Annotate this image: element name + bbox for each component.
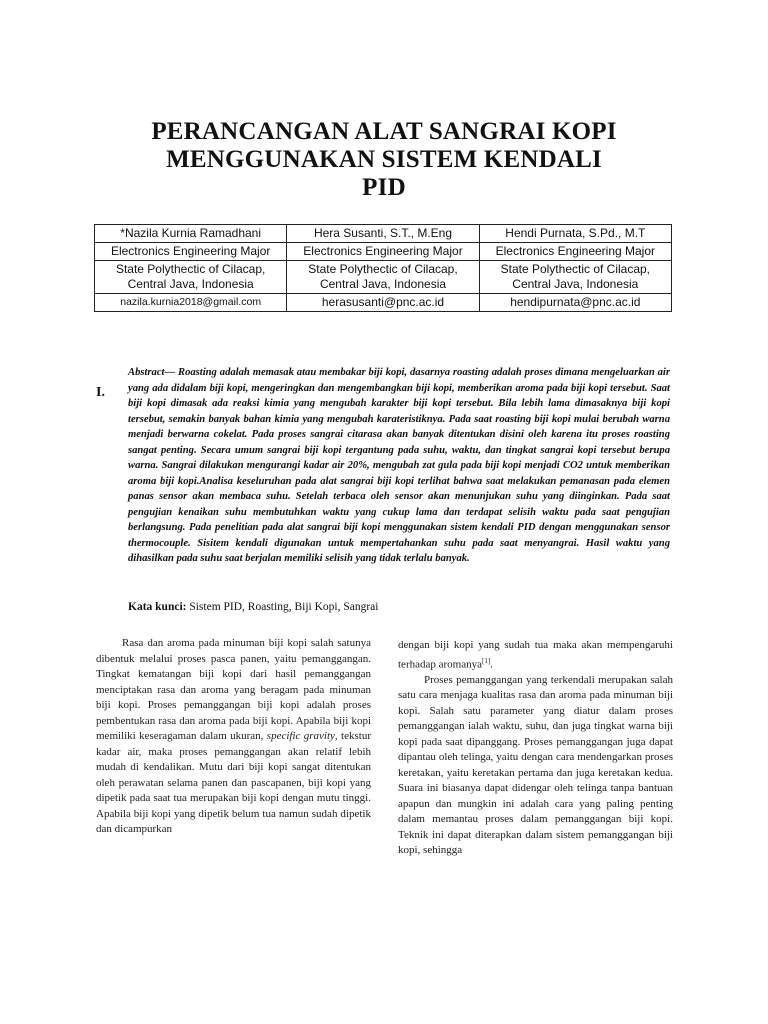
paper-title: [120, 118, 648, 202]
author-name: Hendi Purnata, S.Pd., M.T: [479, 225, 671, 243]
author-name: Hera Susanti, S.T., M.Eng: [287, 225, 479, 243]
section-number: I.: [96, 385, 105, 400]
author-table: [94, 224, 672, 312]
author-email: herasusanti@pnc.ac.id: [287, 294, 479, 312]
body-text: Rasa dan aroma pada minuman biji kopi salah satunya dibentuk melalui proses pasca panen, yaitu pemanggangan. Tingkat kematangan biji kopi dari hasil pemanggangan menciptakan rasa dan aroma yang beragam pada minuman biji kopi. Proses pemanggangan biji kopi adalah proses pembentukan rasa dan aroma pada biji kopi. Apabila biji kopi memiliki keseragaman dalam ukuran,: [96, 637, 371, 742]
body-paragraph: [398, 638, 673, 673]
author-email-row: [95, 294, 672, 312]
keywords-label: Kata kunci:: [128, 601, 187, 613]
keywords: [128, 600, 668, 615]
title-line-2: MENGGUNAKAN SISTEM KENDALI: [166, 146, 602, 173]
author-institution-row: [95, 261, 672, 294]
author-institution: State Polythectic of Cilacap, Central Java, Indonesia: [287, 261, 479, 294]
body-text: , tekstur kadar air, maka proses pemanggangan akan relatif lebih mudah di kendalikan. Mutu dari biji kopi sangat ditentukan oleh perawatan selama panen dan pascapanen, biji kopi yang dipetik pada saat tua merupakan biji kopi dengan mutu tinggi. Apabila biji kopi yang dipetik belum tua namun sudah dipetik dan dicampurkan: [96, 730, 371, 835]
author-names-row: [95, 225, 672, 243]
title-line-3: PID: [362, 174, 406, 201]
body-paragraph: Proses pemanggangan yang terkendali merupakan salah satu cara menjaga kualitas rasa dan aroma pada minuman biji kopi. Salah satu parameter yang diatur dalam proses pemanggangan ialah waktu, suhu, dan juga tingkat warna biji kopi pada saat dipanggang. Proses pemanggangan juga dapat dipantau oleh telinga, yaitu dengan cara mendengarkan proses keretakan, yaitu keretakan pertama dan juga keretakan kedua. Suara ini biasanya dapat didengar oleh telinga tanpa bantuan apapun dan mungkin ini adalah cara yang paling penting dalam memantau proses dalam pemanggangan biji kopi. Teknik ini dapat diterapkan dalam sistem pemanggangan biji kopi, sehingga: [398, 673, 673, 857]
author-institution: State Polythectic of Cilacap, Central Java, Indonesia: [95, 261, 287, 294]
body-column-right: [398, 638, 673, 859]
body-column-left: [96, 636, 371, 838]
abstract: Abstract— Roasting adalah memasak atau membakar biji kopi, dasarnya roasting adalah proses dimana mengeluarkan air yang ada didalam biji kopi, mengeringkan dan mengembangkan biji kopi, memberikan aroma pada biji kopi tersebut. Saat biji kopi dimasak ada reaksi kimia yang mengubah karakter biji kopi tersebut. Bila lebih lama dimasaknya biji kopi tersebut, semakin banyak bahan kimia yang mengubah karateristiknya. Pada saat roasting biji kopi mulai berubah warna menjadi berwarna cokelat. Pada proses sangrai citarasa akan banyak ditentukan disini oleh karena itu proses roasting sangat penting. Secara umum sangrai biji kopi tergantung pada suhu, waktu, dan tingkat sangrai kopi tersebut berupa warna. Sangrai dilakukan mengurangi kadar air 20%, mengubah zat gula pada biji kopi menjadi CO2 untuk memberikan aroma biji kopi.Analisa keseluruhan pada alat sangrai biji kopi terlihat bahwa saat melakukan pemanasan pada elemen panas sensor akan membaca suhu. Setelah terbaca oleh sensor akan menunjukan suhu yang diinginkan. Pada saat pengujian kenaikan suhu membutuhkan waktu yang cukup lama dan terdapat selisih waktu pada saat pengujian berlangsung. Pada penelitian pada alat sangrai biji kopi menggunakan sistem kendali PID dengan menggunakan sensor thermocouple. Sisitem kendali digunakan untuk mempertahankan suhu pada saat menyangrai. Hasil waktu yang dihasilkan pada suhu saat berjalan memiliki selisih yang tidak terlalu banyak.: [128, 367, 670, 564]
author-email: nazila.kurnia2018@gmail.com: [95, 294, 287, 312]
author-institution: State Polythectic of Cilacap, Central Java, Indonesia: [479, 261, 671, 294]
author-major-row: [95, 243, 672, 261]
author-major: Electronics Engineering Major: [95, 243, 287, 261]
author-name: *Nazila Kurnia Ramadhani: [95, 225, 287, 243]
body-paragraph: [96, 636, 371, 838]
author-major: Electronics Engineering Major: [287, 243, 479, 261]
body-text-italic: specific gravity: [266, 730, 335, 742]
title-line-1: PERANCANGAN ALAT SANGRAI KOPI: [151, 118, 617, 145]
author-email: hendipurnata@pnc.ac.id: [479, 294, 671, 312]
author-major: Electronics Engineering Major: [479, 243, 671, 261]
body-text: dengan biji kopi yang sudah tua maka akan mempengaruhi terhadap aromanya: [398, 639, 673, 671]
body-text: .: [490, 658, 493, 671]
keywords-value: Sistem PID, Roasting, Biji Kopi, Sangrai: [189, 601, 379, 613]
citation-ref: [1]: [481, 656, 491, 665]
